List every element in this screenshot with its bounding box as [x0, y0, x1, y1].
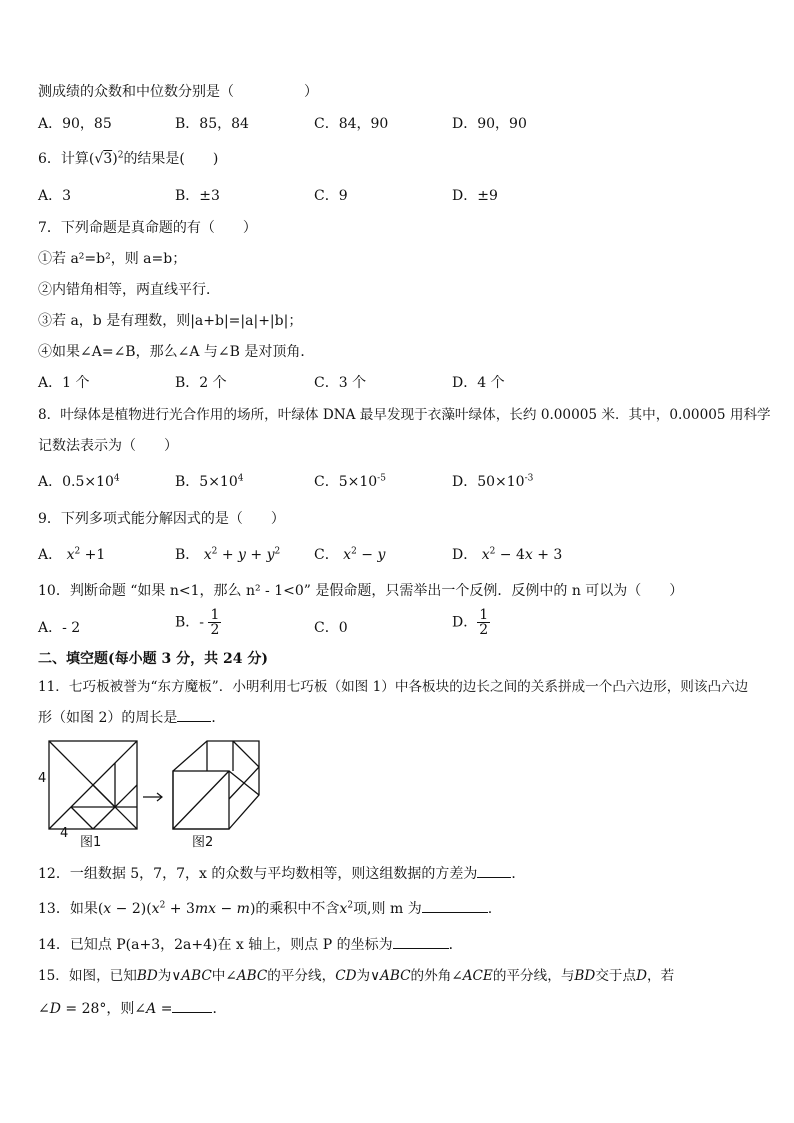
q9-option-c-letter: C． — [314, 547, 339, 563]
arrow-icon — [143, 793, 162, 801]
q7-item-3: ③若 a，b 是有理数，则|a+b|=|a|+|b|； — [38, 313, 303, 329]
q8-option-b-label: B．5×10 — [175, 474, 238, 490]
q6-option-a: A．3 — [38, 188, 72, 204]
q12-text: 12．一组数据 5，7，7，x 的众数与平均数相等，则这组数据的方差为 — [38, 866, 478, 882]
q8-stem-line1: 8．叶绿体是植物进行光合作用的场所，叶绿体 DNA 最早发现于衣藻叶绿体，长约 0.00005 米．其中，0.00005 用科学 — [38, 407, 771, 423]
q15-end: ． — [212, 1001, 227, 1017]
q14-end: ． — [448, 937, 463, 953]
q6-option-d: D．±9 — [452, 188, 498, 204]
q8-options — [38, 472, 758, 494]
fig1-caption: 图1 — [80, 835, 102, 850]
q13-expression: $(x - 2)(x^2 + 3mx - m)$ — [97, 900, 256, 917]
q15-answer-blank — [172, 998, 212, 1013]
q9-option-a: A． $x^2 +1$ — [38, 546, 106, 563]
q6-stem-suffix: 的结果是( ) — [123, 151, 219, 167]
q8-option-d — [452, 472, 533, 492]
q10-option-b-num: 1 — [210, 607, 220, 623]
tangram-figure-2 — [173, 741, 259, 829]
q10-option-c: C．0 — [314, 620, 348, 636]
q5-option-a: A．90，85 — [38, 116, 112, 132]
q12-end: ． — [511, 866, 526, 882]
q15-line2: ∠D = 28°，则∠A = ． — [38, 998, 226, 1019]
q6-stem — [38, 149, 218, 169]
q10-option-b-fraction — [208, 608, 221, 637]
q13-middle: 的乘积中不含 — [255, 901, 340, 917]
q15-part-e: 为 — [356, 968, 371, 984]
q8-stem-line2: 记数法表示为（ ） — [38, 438, 178, 454]
q9-option-c: C． $x^2 - y$ — [314, 546, 386, 563]
q7-stem: 7．下列命题是真命题的有（ ） — [38, 220, 257, 236]
q7-option-b: B．2 个 — [175, 375, 227, 391]
q10-option-b — [175, 608, 221, 637]
q6-option-b: B．±3 — [175, 188, 220, 204]
q7-options — [38, 373, 758, 395]
q5-stem: 测成绩的众数和中位数分别是（ ） — [38, 84, 318, 100]
q7-option-d: D．4 个 — [452, 375, 505, 391]
q6-stem-prefix: 6．计算 — [38, 151, 89, 167]
q10-stem: 10．判断命题 “如果 n<1，那么 n² - 1<0” 是假命题，只需举出一个反例．反例中的 n 可以为（ ） — [38, 583, 684, 599]
fig1-side-label-bottom: 4 — [60, 826, 69, 841]
q8-option-c-exp: -5 — [377, 473, 386, 484]
q15-part-h: 交于点 — [595, 968, 637, 984]
q8-option-d-label: D．50×10 — [452, 474, 525, 490]
q13-term: x — [339, 901, 348, 917]
q15-part-j: ，则 — [106, 1001, 135, 1017]
q14 — [38, 934, 463, 955]
q10-option-d-num: 1 — [479, 607, 489, 623]
q5-option-d: D．90，90 — [452, 116, 527, 132]
q10-options — [38, 608, 758, 648]
q13-prefix: 13．如果 — [38, 901, 98, 917]
q13-answer-blank — [422, 898, 488, 913]
q6-option-c: C．9 — [314, 188, 348, 204]
q8-option-b-exp: 4 — [237, 473, 244, 484]
q12 — [38, 863, 525, 884]
q8-option-a-label: A．0.5×10 — [38, 474, 114, 490]
q8-option-d-exp: -3 — [524, 473, 534, 484]
q6-options — [38, 186, 758, 208]
q5-options — [38, 114, 758, 136]
q10-option-b-label: B．- — [175, 614, 205, 631]
q12-answer-blank — [477, 863, 511, 878]
q7-item-1: ①若 a²=b²，则 a=b； — [38, 251, 187, 267]
q10-option-d — [452, 608, 490, 637]
q15-part-b: 为 — [157, 968, 172, 984]
fig2-caption: 图2 — [192, 835, 214, 850]
q9-option-b: B． $x^2 + y + y^2$ — [175, 546, 281, 563]
tangram-figure-1 — [49, 741, 137, 829]
q5-option-c: C．84，90 — [314, 116, 389, 132]
q9-option-b-letter: B． — [175, 547, 200, 563]
q9-option-d-letter: D． — [452, 547, 478, 563]
q9-stem: 9．下列多项式能分解因式的是（ ） — [38, 511, 285, 527]
q7-option-a: A．1 个 — [38, 375, 90, 391]
q10-option-d-fraction — [477, 608, 490, 637]
q7-item-4: ④如果∠A=∠B，那么∠A 与∠B 是对顶角． — [38, 344, 315, 360]
q8-option-c — [314, 472, 386, 492]
fig1-side-label-left: 4 — [38, 771, 47, 786]
q15-part-a: 15．如图，已知 — [38, 968, 137, 984]
q13-after: 项,则 m 为 — [353, 901, 422, 917]
q13: 13．如果$(x - 2)(x^2 + 3mx - m)$的乘积中不含$x^2$项,则 m 为 . — [38, 898, 492, 919]
q7-option-c: C．3 个 — [314, 375, 367, 391]
q7-item-2: ②内错角相等，两直线平行． — [38, 282, 220, 298]
q9-options — [38, 545, 758, 567]
q15-part-c: 中 — [211, 968, 226, 984]
q14-answer-blank — [393, 934, 449, 949]
q15-part-d: 的平分线， — [267, 968, 336, 984]
section-2-title: 二、填空题(每小题 3 分，共 24 分) — [38, 651, 268, 667]
q11-line2-text: 形（如图 2）的周长是 — [38, 710, 178, 726]
q11-line2 — [38, 707, 225, 728]
q10-option-b-den: 2 — [210, 622, 220, 638]
q9-option-a-letter: A． — [38, 547, 63, 563]
q15-part-f: 的外角 — [410, 968, 452, 984]
q15-part-g: 的平分线，与 — [492, 968, 575, 984]
q8-option-b — [175, 472, 243, 492]
q9-option-d: D． $x^2 - 4x + 3$ — [452, 546, 563, 563]
q11-line2-end: ． — [211, 710, 226, 726]
q8-option-a — [38, 472, 120, 492]
q13-end: . — [487, 901, 493, 917]
tangram-figures — [45, 739, 275, 831]
q8-option-a-exp: 4 — [113, 473, 120, 484]
q15-line1: 15．如图，已知BD为∨ABC中∠ABC的平分线，CD为∨ABC的外角∠ACE的平分线，与BD交于点D，若 — [38, 968, 675, 984]
q10-option-d-label: D． — [452, 614, 478, 631]
q11-line1: 11．七巧板被誉为“东方魔板”．小明利用七巧板（如图 1）中各板块的边长之间的关系拼成一个凸六边形，则该凸六边 — [38, 679, 749, 695]
q10-option-d-den: 2 — [479, 622, 489, 638]
q14-text: 14．已知点 P(a+3，2a+4)在 x 轴上，则点 P 的坐标为 — [38, 937, 393, 953]
q5-option-b: B．85，84 — [175, 116, 249, 132]
q8-option-c-label: C．5×10 — [314, 474, 378, 490]
q15-part-i: ，若 — [647, 968, 675, 984]
q6-expression: $(√3)^2$ — [88, 150, 124, 167]
q11-answer-blank — [177, 707, 211, 722]
q10-option-a: A．- 2 — [38, 620, 81, 636]
